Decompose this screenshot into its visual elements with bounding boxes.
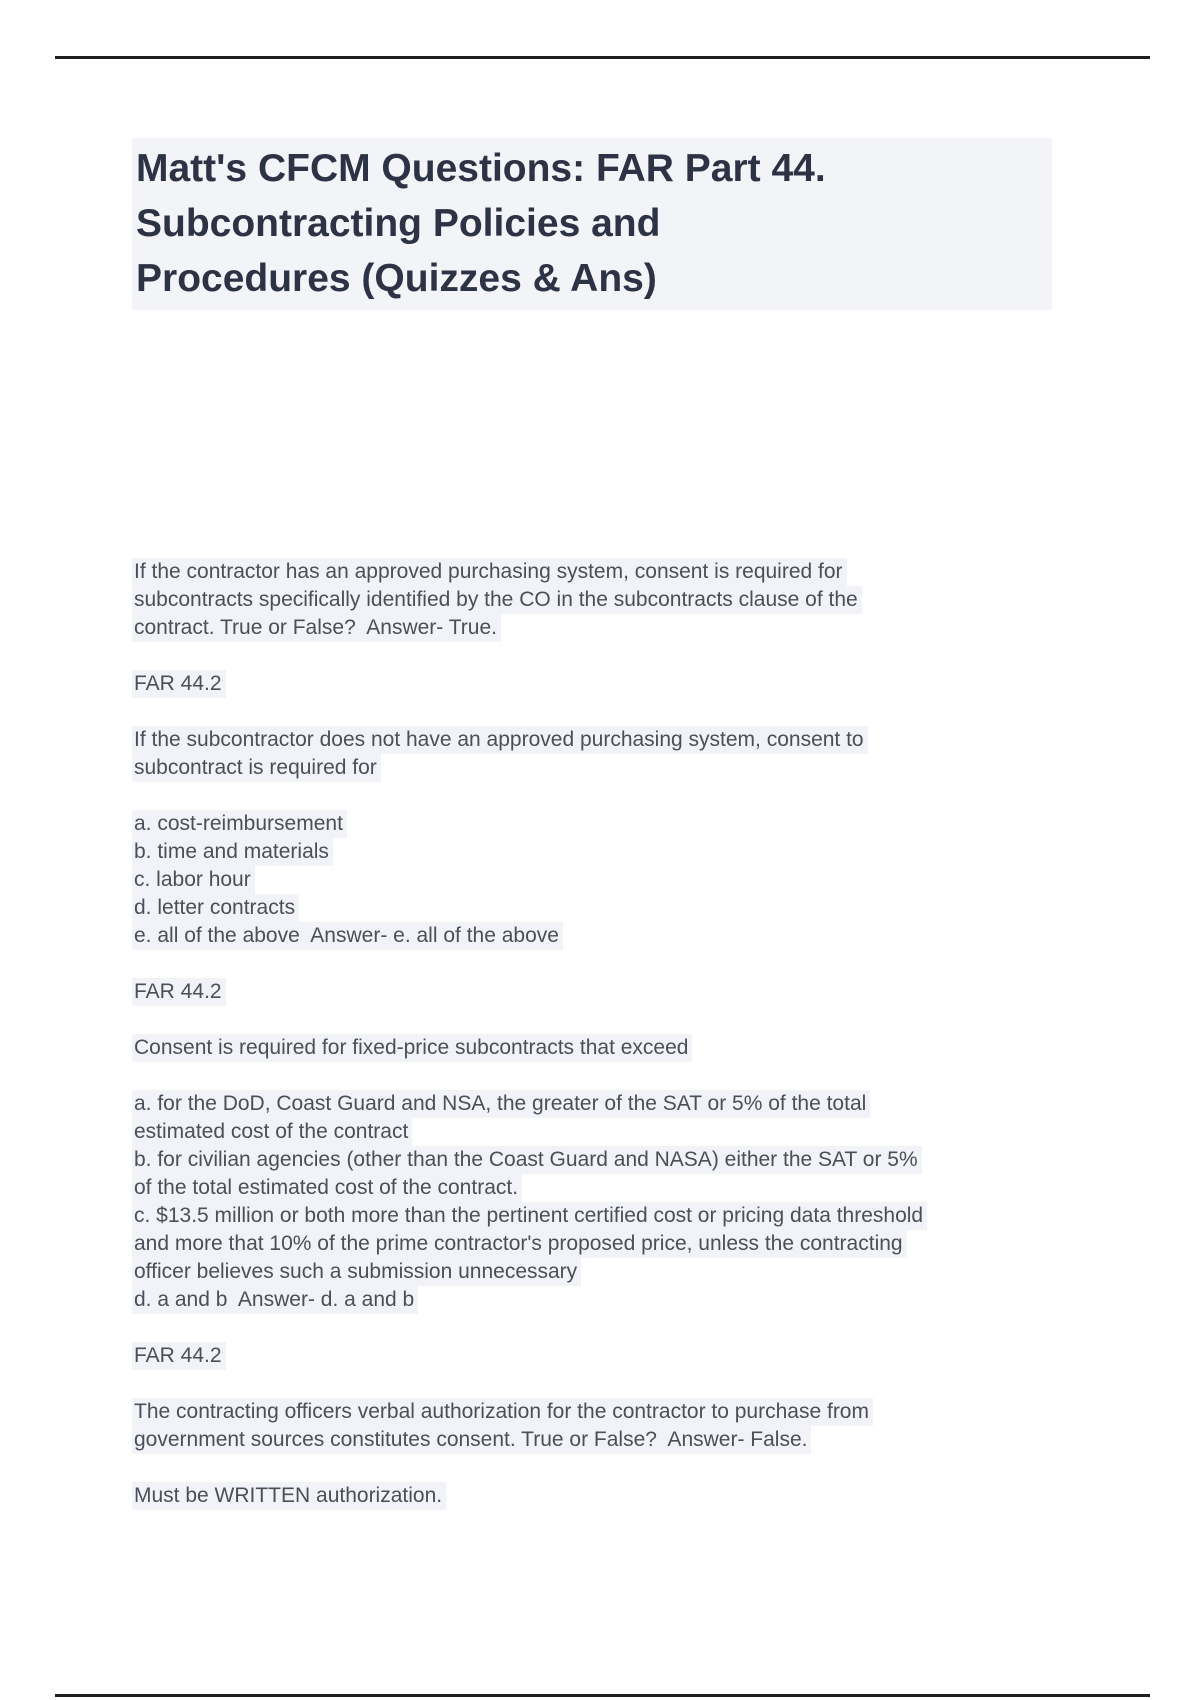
text-line [134,1034,1074,1062]
top-rule [55,56,1150,59]
text-line [134,670,1074,698]
question-1: If the contractor has an approved purchasing system, consent is required for [132,558,847,586]
text-line [134,1090,1074,1118]
question-3: Consent is required for fixed-price subcontracts that exceed [132,1034,692,1062]
text-line [134,1398,1074,1426]
text-line [134,726,1074,754]
question-2-options: c. labor hour [132,866,255,894]
question-3-options: of the total estimated cost of the contract. [132,1174,522,1202]
text-line [134,586,1074,614]
text-line [134,1426,1074,1454]
text-line [134,1258,1074,1286]
question-4: government sources constitutes consent. True or False? Answer- False. [132,1426,811,1454]
question-2-options: e. all of the above Answer- e. all of the above [132,922,563,950]
bottom-rule [55,1694,1150,1697]
text-line [134,1118,1074,1146]
text-line [134,1286,1074,1314]
text-line [134,614,1074,642]
question-3-options: officer believes such a submission unnecessary [132,1258,581,1286]
text-line [134,1146,1074,1174]
text-line [134,810,1074,838]
text-line [134,894,1074,922]
question-2-options: b. time and materials [132,838,333,866]
question-2: If the subcontractor does not have an approved purchasing system, consent to [132,726,868,754]
question-4: The contracting officers verbal authorization for the contractor to purchase from [132,1398,873,1426]
question-3-options: estimated cost of the contract [132,1118,412,1146]
question-1: subcontracts specifically identified by the CO in the subcontracts clause of the [132,586,862,614]
question-3-options: b. for civilian agencies (other than the Coast Guard and NASA) either the SAT or 5% [132,1146,922,1174]
question-3-options: and more that 10% of the prime contractor's proposed price, unless the contracting [132,1230,907,1258]
answer-note: Must be WRITTEN authorization. [132,1482,446,1510]
block-gap [134,698,1074,726]
block-gap [134,950,1074,978]
block-gap [134,642,1074,670]
text-line [134,1342,1074,1370]
question-3-options: a. for the DoD, Coast Guard and NSA, the greater of the SAT or 5% of the total [132,1090,870,1118]
title-line: Matt's CFCM Questions: FAR Part 44. [136,147,826,190]
question-3-options: c. $13.5 million or both more than the pertinent certified cost or pricing data threshold [132,1202,927,1230]
question-2-options: a. cost-reimbursement [132,810,347,838]
block-gap [134,782,1074,810]
text-line [134,978,1074,1006]
far-reference-1: FAR 44.2 [132,670,226,698]
block-gap [134,1062,1074,1090]
block-gap [134,1006,1074,1034]
text-line [134,558,1074,586]
text-line [134,754,1074,782]
question-2: subcontract is required for [132,754,381,782]
far-reference-2: FAR 44.2 [132,978,226,1006]
block-gap [134,1314,1074,1342]
text-line [134,866,1074,894]
question-2-options: d. letter contracts [132,894,299,922]
text-line [134,838,1074,866]
text-line [134,922,1074,950]
text-line [134,1230,1074,1258]
title-line: Subcontracting Policies and [136,202,661,245]
document-body [134,558,1074,1510]
title-line: Procedures (Quizzes & Ans) [136,257,657,300]
text-line [134,1174,1074,1202]
document-title [132,138,1052,310]
text-line [134,1202,1074,1230]
question-3-options: d. a and b Answer- d. a and b [132,1286,418,1314]
block-gap [134,1370,1074,1398]
text-line [134,1482,1074,1510]
far-reference-3: FAR 44.2 [132,1342,226,1370]
block-gap [134,1454,1074,1482]
question-1: contract. True or False? Answer- True. [132,614,501,642]
